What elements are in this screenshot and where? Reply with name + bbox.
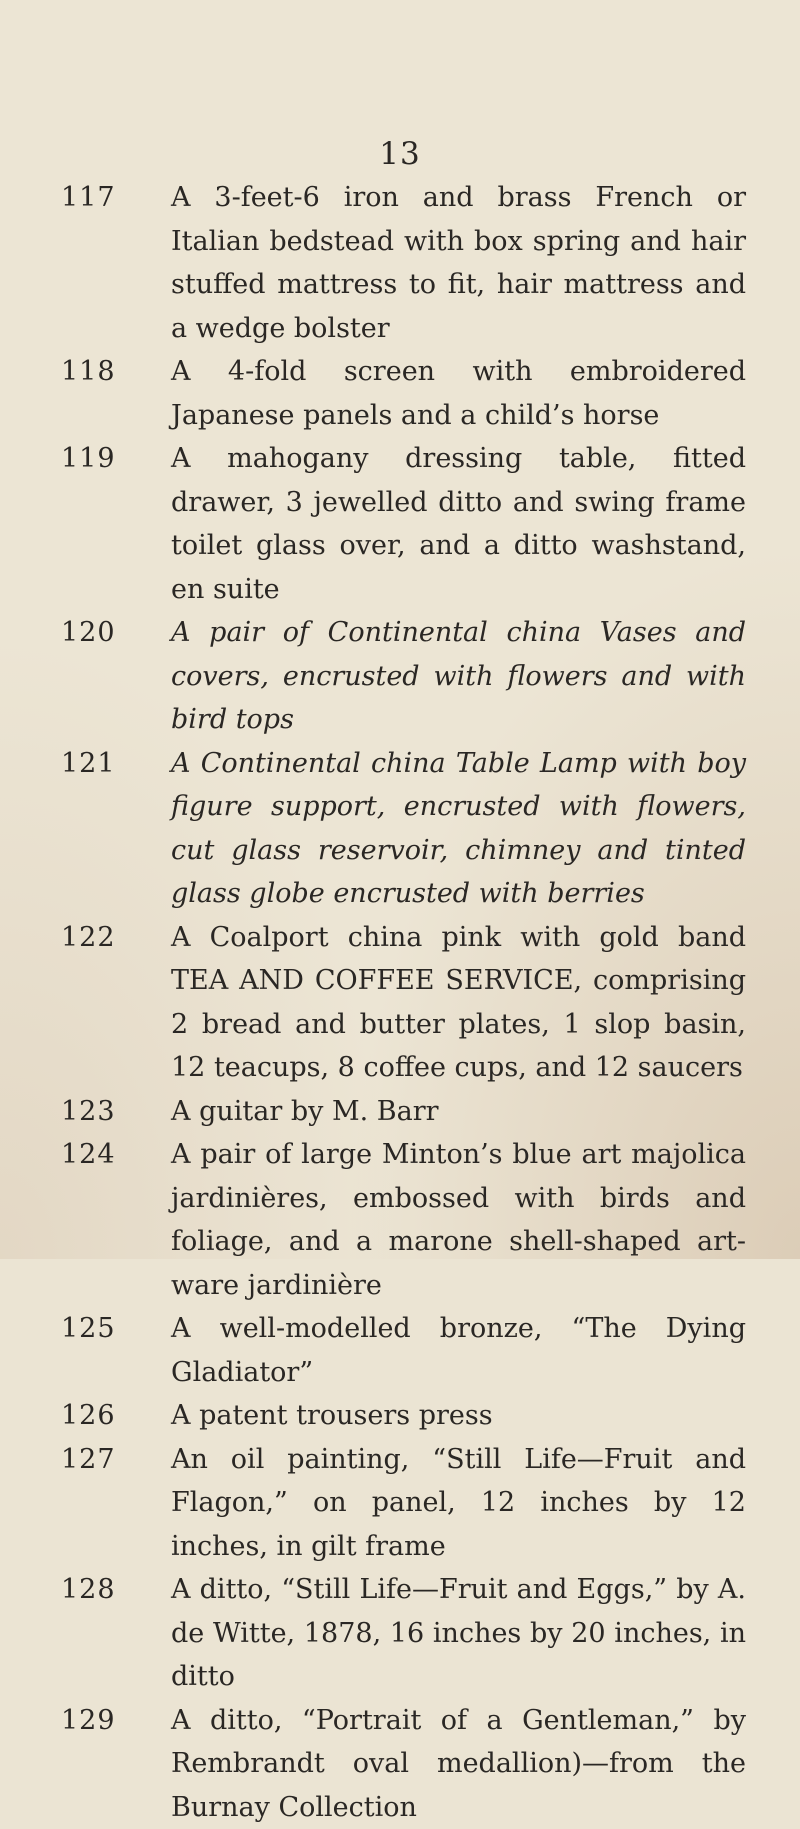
lot-entry (0, 1090, 800, 1134)
lot-entry (0, 437, 800, 611)
lot-description: A 4-fold screen with embroidered Japanese panels and a child’s horse (171, 350, 746, 437)
lot-entry (0, 916, 800, 1090)
lot-description: A Continental china Table Lamp with boy figure support, encrusted with flowers, cut glass reservoir, chimney and tinted glass globe encrusted with berries (171, 742, 746, 916)
lot-list (0, 176, 800, 1829)
lot-number: 120 (61, 611, 161, 655)
lot-description: A pair of Continental china Vases and covers, encrusted with flowers and with bird tops (171, 611, 746, 742)
lot-number: 123 (61, 1090, 161, 1134)
lot-number: 128 (61, 1568, 161, 1612)
lot-description: A ditto, “Still Life—Fruit and Eggs,” by A. de Witte, 1878, 16 inches by 20 inches, in ditto (171, 1568, 746, 1699)
lot-description: A patent trousers press (171, 1394, 746, 1438)
lot-description: An oil painting, “Still Life—Fruit and Flagon,” on panel, 12 inches by 12 inches, in gilt frame (171, 1438, 746, 1569)
lot-number: 127 (61, 1438, 161, 1482)
lot-entry (0, 1307, 800, 1394)
lot-number: 126 (61, 1394, 161, 1438)
lot-description: A guitar by M. Barr (171, 1090, 746, 1134)
page-number: 13 (0, 136, 800, 172)
lot-entry (0, 1568, 800, 1699)
lot-entry (0, 1133, 800, 1307)
lot-description: A 3-feet-6 iron and brass French or Italian bedstead with box spring and hair stuffed mattress to fit, hair mattress and a wedge bolster (171, 176, 746, 350)
lot-number: 129 (61, 1699, 161, 1743)
lot-number: 117 (61, 176, 161, 220)
lot-description: A pair of large Minton’s blue art majolica jardinières, embossed with birds and foliage, and a marone shell-shaped art-ware jardinière (171, 1133, 746, 1307)
lot-entry (0, 1699, 800, 1829)
lot-entry (0, 350, 800, 437)
lot-description: A ditto, “Portrait of a Gentleman,” by Rembrandt oval medallion)—from the Burnay Collection (171, 1699, 746, 1829)
lot-number: 124 (61, 1133, 161, 1177)
lot-description: A well-modelled bronze, “The Dying Gladiator” (171, 1307, 746, 1394)
lot-number: 122 (61, 916, 161, 960)
lot-number: 119 (61, 437, 161, 481)
lot-number: 121 (61, 742, 161, 786)
lot-entry (0, 1438, 800, 1569)
lot-entry (0, 611, 800, 742)
lot-number: 118 (61, 350, 161, 394)
lot-entry (0, 176, 800, 350)
lot-number: 125 (61, 1307, 161, 1351)
lot-description: A mahogany dressing table, fitted drawer, 3 jewelled ditto and swing frame toilet glass over, and a ditto washstand, en suite (171, 437, 746, 611)
lot-description: A Coalport china pink with gold band TEA AND COFFEE SERVICE, comprising 2 bread and butter plates, 1 slop basin, 12 teacups, 8 coffee cups, and 12 saucers (171, 916, 746, 1090)
lot-entry (0, 742, 800, 916)
lot-entry (0, 1394, 800, 1438)
